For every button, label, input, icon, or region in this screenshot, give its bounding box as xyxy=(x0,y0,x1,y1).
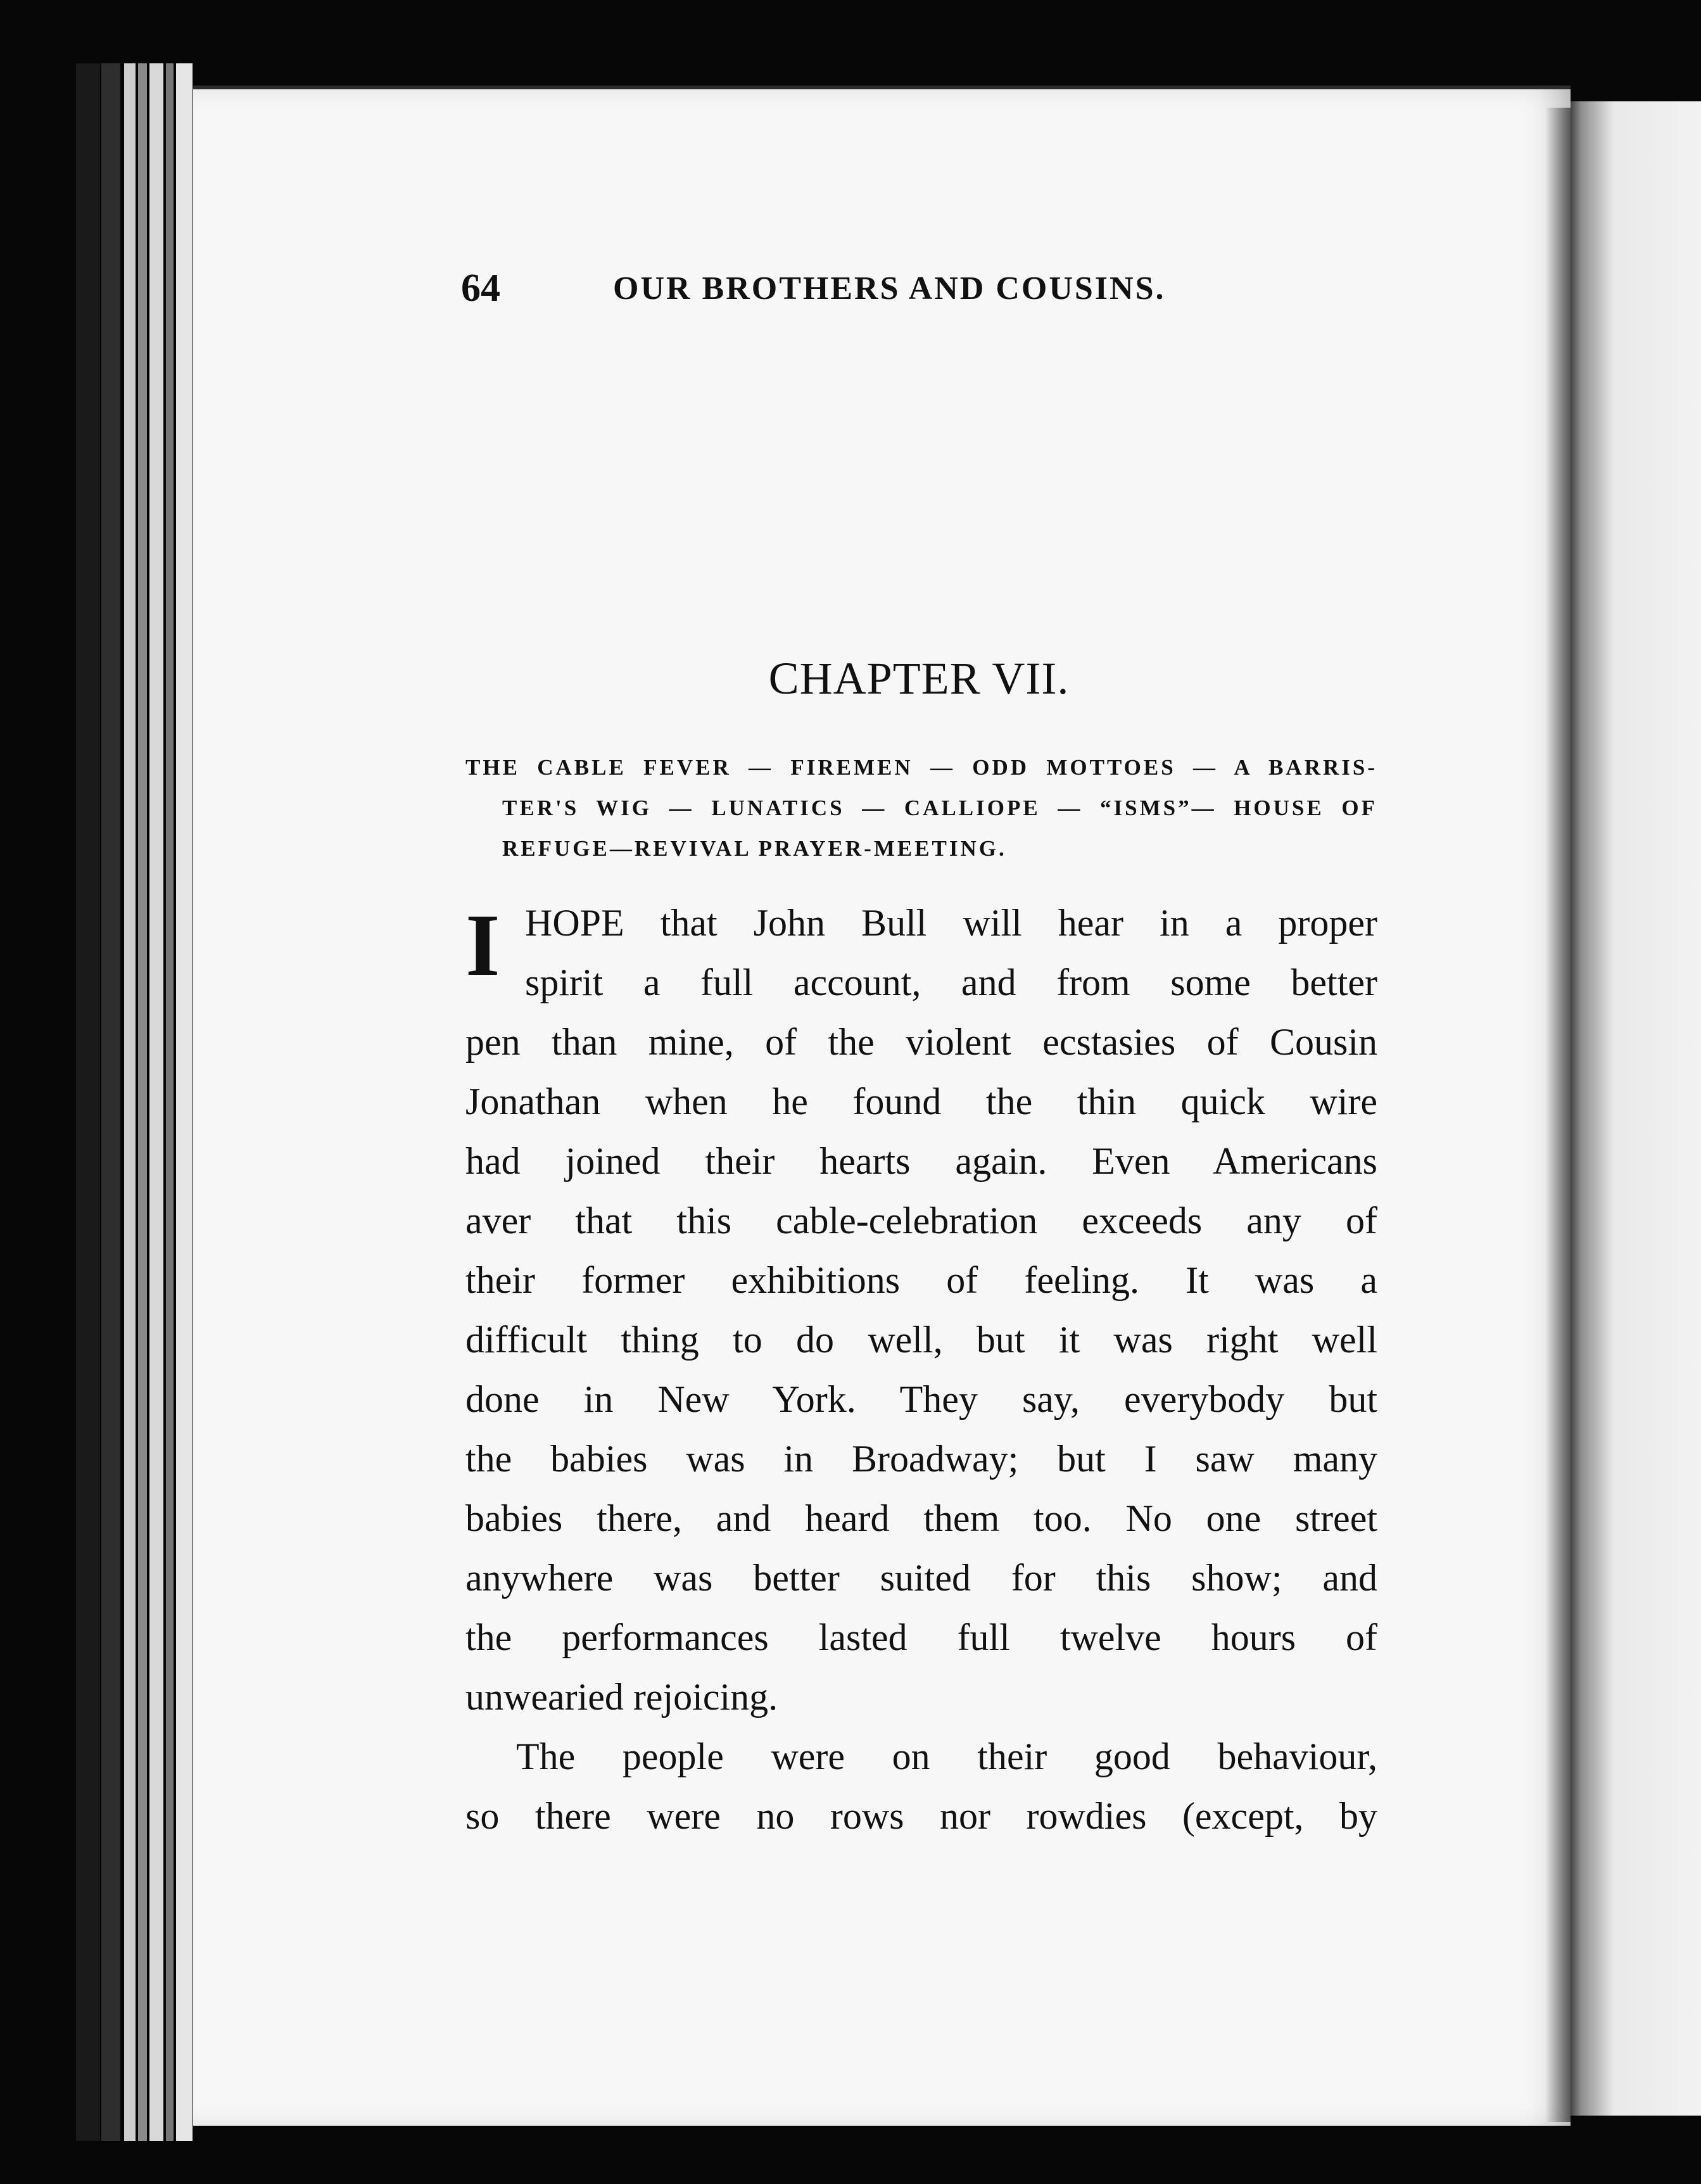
synopsis-line: TER'S WIG — LUNATICS — CALLIOPE — “ISMS”— HOUSE OF xyxy=(502,796,1377,820)
text-line: spirit a full account, and from some better xyxy=(525,962,1377,1003)
book-page-edges xyxy=(76,63,203,2141)
text-line: anywhere was better suited for this show; and xyxy=(465,1557,1377,1599)
drop-cap: I xyxy=(465,896,500,994)
text-line: their former exhibitions of feeling. It was a xyxy=(465,1259,1377,1301)
text-line: HOPE that John Bull will hear in a proper xyxy=(525,902,1377,944)
text-line: The people were on their good behaviour, xyxy=(516,1736,1377,1777)
chapter-synopsis xyxy=(465,747,1377,869)
facing-page xyxy=(1569,101,1701,2116)
synopsis-line: THE CABLE FEVER — FIREMEN — ODD MOTTOES — A BARRIS- xyxy=(465,755,1377,780)
running-title: OUR BROTHERS AND COUSINS. xyxy=(613,270,1166,307)
text-line: babies there, and heard them too. No one street xyxy=(465,1497,1377,1539)
running-head xyxy=(461,266,1227,310)
text-line: pen than mine, of the violent ecstasies of Cousin xyxy=(465,1021,1377,1063)
text-line: the performances lasted full twelve hours of xyxy=(465,1616,1377,1658)
text-line: Jonathan when he found the thin quick wire xyxy=(465,1081,1377,1122)
text-line: so there were no rows nor rowdies (except, by xyxy=(465,1795,1377,1837)
page-number: 64 xyxy=(461,267,500,310)
page-gutter-shadow xyxy=(1545,108,1571,2122)
text-line: done in New York. They say, everybody but xyxy=(465,1378,1377,1420)
text-line: aver that this cable-celebration exceeds any of xyxy=(465,1200,1377,1241)
text-line: difficult thing to do well, but it was right well xyxy=(465,1319,1377,1361)
text-line: unwearied rejoicing. xyxy=(465,1676,778,1718)
text-line: had joined their hearts again. Even Americans xyxy=(465,1140,1377,1182)
synopsis-line: REFUGE—REVIVAL PRAYER-MEETING. xyxy=(502,836,1007,861)
chapter-title: CHAPTER VII. xyxy=(768,653,1070,704)
body-text xyxy=(465,893,1377,1846)
text-line: the babies was in Broadway; but I saw many xyxy=(465,1438,1377,1480)
